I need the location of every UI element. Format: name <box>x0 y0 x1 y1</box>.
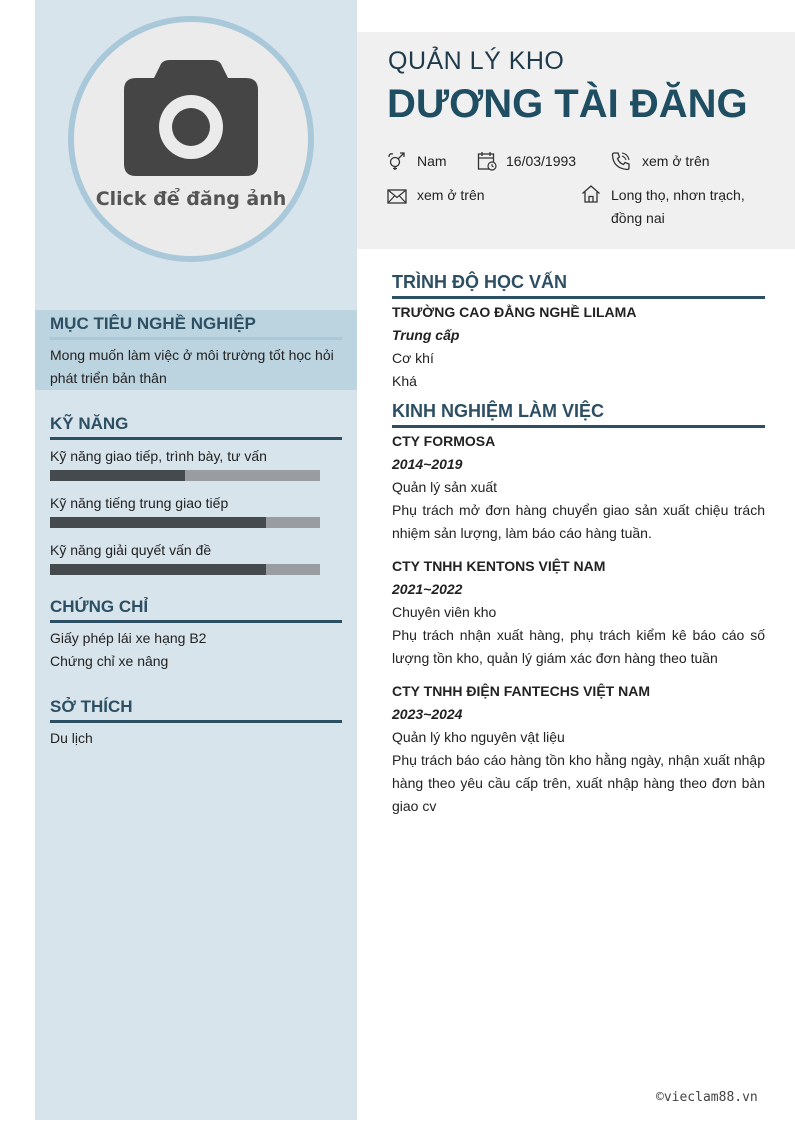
skill-bar <box>50 564 320 575</box>
skill-item <box>50 540 342 575</box>
watermark: ©vieclam88.vn <box>656 1090 758 1105</box>
gender-icon <box>387 151 407 171</box>
job-description: Phụ trách mở đơn hàng chuyển giao sản xuất chiệu trách nhiệm sản lượng, làm báo cáo hàng tuần. <box>392 502 765 541</box>
hobbies-title: SỞ THÍCH <box>50 697 342 723</box>
certificate-item: Giấy phép lái xe hạng B2 <box>50 630 207 646</box>
phone-value: xem ở trên <box>642 153 710 169</box>
certificate-item: Chứng chỉ xe nâng <box>50 653 169 669</box>
hobbies-section <box>50 697 342 750</box>
job-title: QUẢN LÝ KHO <box>388 47 565 75</box>
job-period: 2023~2024 <box>392 706 463 722</box>
gender-value: Nam <box>417 153 447 169</box>
education-major: Cơ khí <box>392 350 434 366</box>
address-line-1: Long thọ, nhơn trạch, <box>611 187 745 203</box>
address-value <box>611 184 786 230</box>
skill-name: Kỹ năng giải quyết vấn đề <box>50 542 212 558</box>
skill-bar-fill <box>50 470 185 481</box>
photo-upload-label: Click để đăng ảnh <box>95 188 287 210</box>
job-company: CTY TNHH ĐIỆN FANTECHS VIỆT NAM <box>392 683 650 699</box>
experience-section <box>392 401 765 818</box>
job-description: Phụ trách nhận xuất hàng, phụ trách kiểm kê báo cáo số lượng tồn kho, quản lý giám xác đơn hàng theo tuần <box>392 627 765 666</box>
skill-bar <box>50 517 320 528</box>
education-grade: Khá <box>392 373 417 389</box>
job-entry <box>392 555 765 670</box>
skill-name: Kỹ năng giao tiếp, trình bày, tư vấn <box>50 448 267 464</box>
skills-section <box>50 414 342 575</box>
job-company: CTY TNHH KENTONS VIỆT NAM <box>392 558 606 574</box>
job-position: Quản lý sản xuất <box>392 479 498 495</box>
skill-bar-fill <box>50 517 266 528</box>
sidebar <box>35 0 357 1120</box>
job-description: Phụ trách báo cáo hàng tồn kho hằng ngày, nhận xuất nhập hàng theo yêu cầu cấp trên, xuất nhập hàng theo đơn bàn giao cv <box>392 752 765 814</box>
certificates-section <box>50 597 342 673</box>
experience-title: KINH NGHIỆM LÀM VIỆC <box>392 401 765 428</box>
education-section <box>392 272 765 393</box>
photo-upload[interactable] <box>68 16 314 262</box>
job-period: 2021~2022 <box>392 581 463 597</box>
job-company: CTY FORMOSA <box>392 433 496 449</box>
objective-section <box>35 310 357 390</box>
full-name: DƯƠNG TÀI ĐĂNG <box>387 82 748 126</box>
job-entry <box>392 430 765 545</box>
camera-icon <box>124 60 258 178</box>
job-period: 2014~2019 <box>392 456 463 472</box>
calendar-icon <box>477 151 497 171</box>
skill-bar <box>50 470 320 481</box>
skill-bar-fill <box>50 564 266 575</box>
phone-icon <box>611 151 631 171</box>
objective-title: MỤC TIÊU NGHỀ NGHIỆP <box>50 314 342 340</box>
header <box>357 32 795 249</box>
education-title: TRÌNH ĐỘ HỌC VẤN <box>392 272 765 299</box>
home-icon <box>581 184 601 204</box>
job-entry <box>392 680 765 818</box>
certificates-title: CHỨNG CHỈ <box>50 597 342 623</box>
skill-item <box>50 446 342 481</box>
hobby-item: Du lịch <box>50 730 93 746</box>
education-level: Trung cấp <box>392 327 460 343</box>
objective-text-line2: phát triển bản thân <box>50 370 167 386</box>
school-name: TRƯỜNG CAO ĐẲNG NGHỀ LILAMA <box>392 304 637 320</box>
birthdate-value: 16/03/1993 <box>506 153 577 169</box>
skills-title: KỸ NĂNG <box>50 414 342 440</box>
address-line-2: đồng nai <box>611 210 665 226</box>
objective-text-line1: Mong muốn làm việc ở môi trường tốt học hỏi <box>50 347 334 363</box>
skill-item <box>50 493 342 528</box>
skill-name: Kỹ năng tiếng trung giao tiếp <box>50 495 229 511</box>
email-value: xem ở trên <box>417 187 485 203</box>
job-position: Quản lý kho nguyên vật liệu <box>392 729 565 745</box>
job-position: Chuyên viên kho <box>392 604 497 620</box>
email-icon <box>387 186 407 206</box>
